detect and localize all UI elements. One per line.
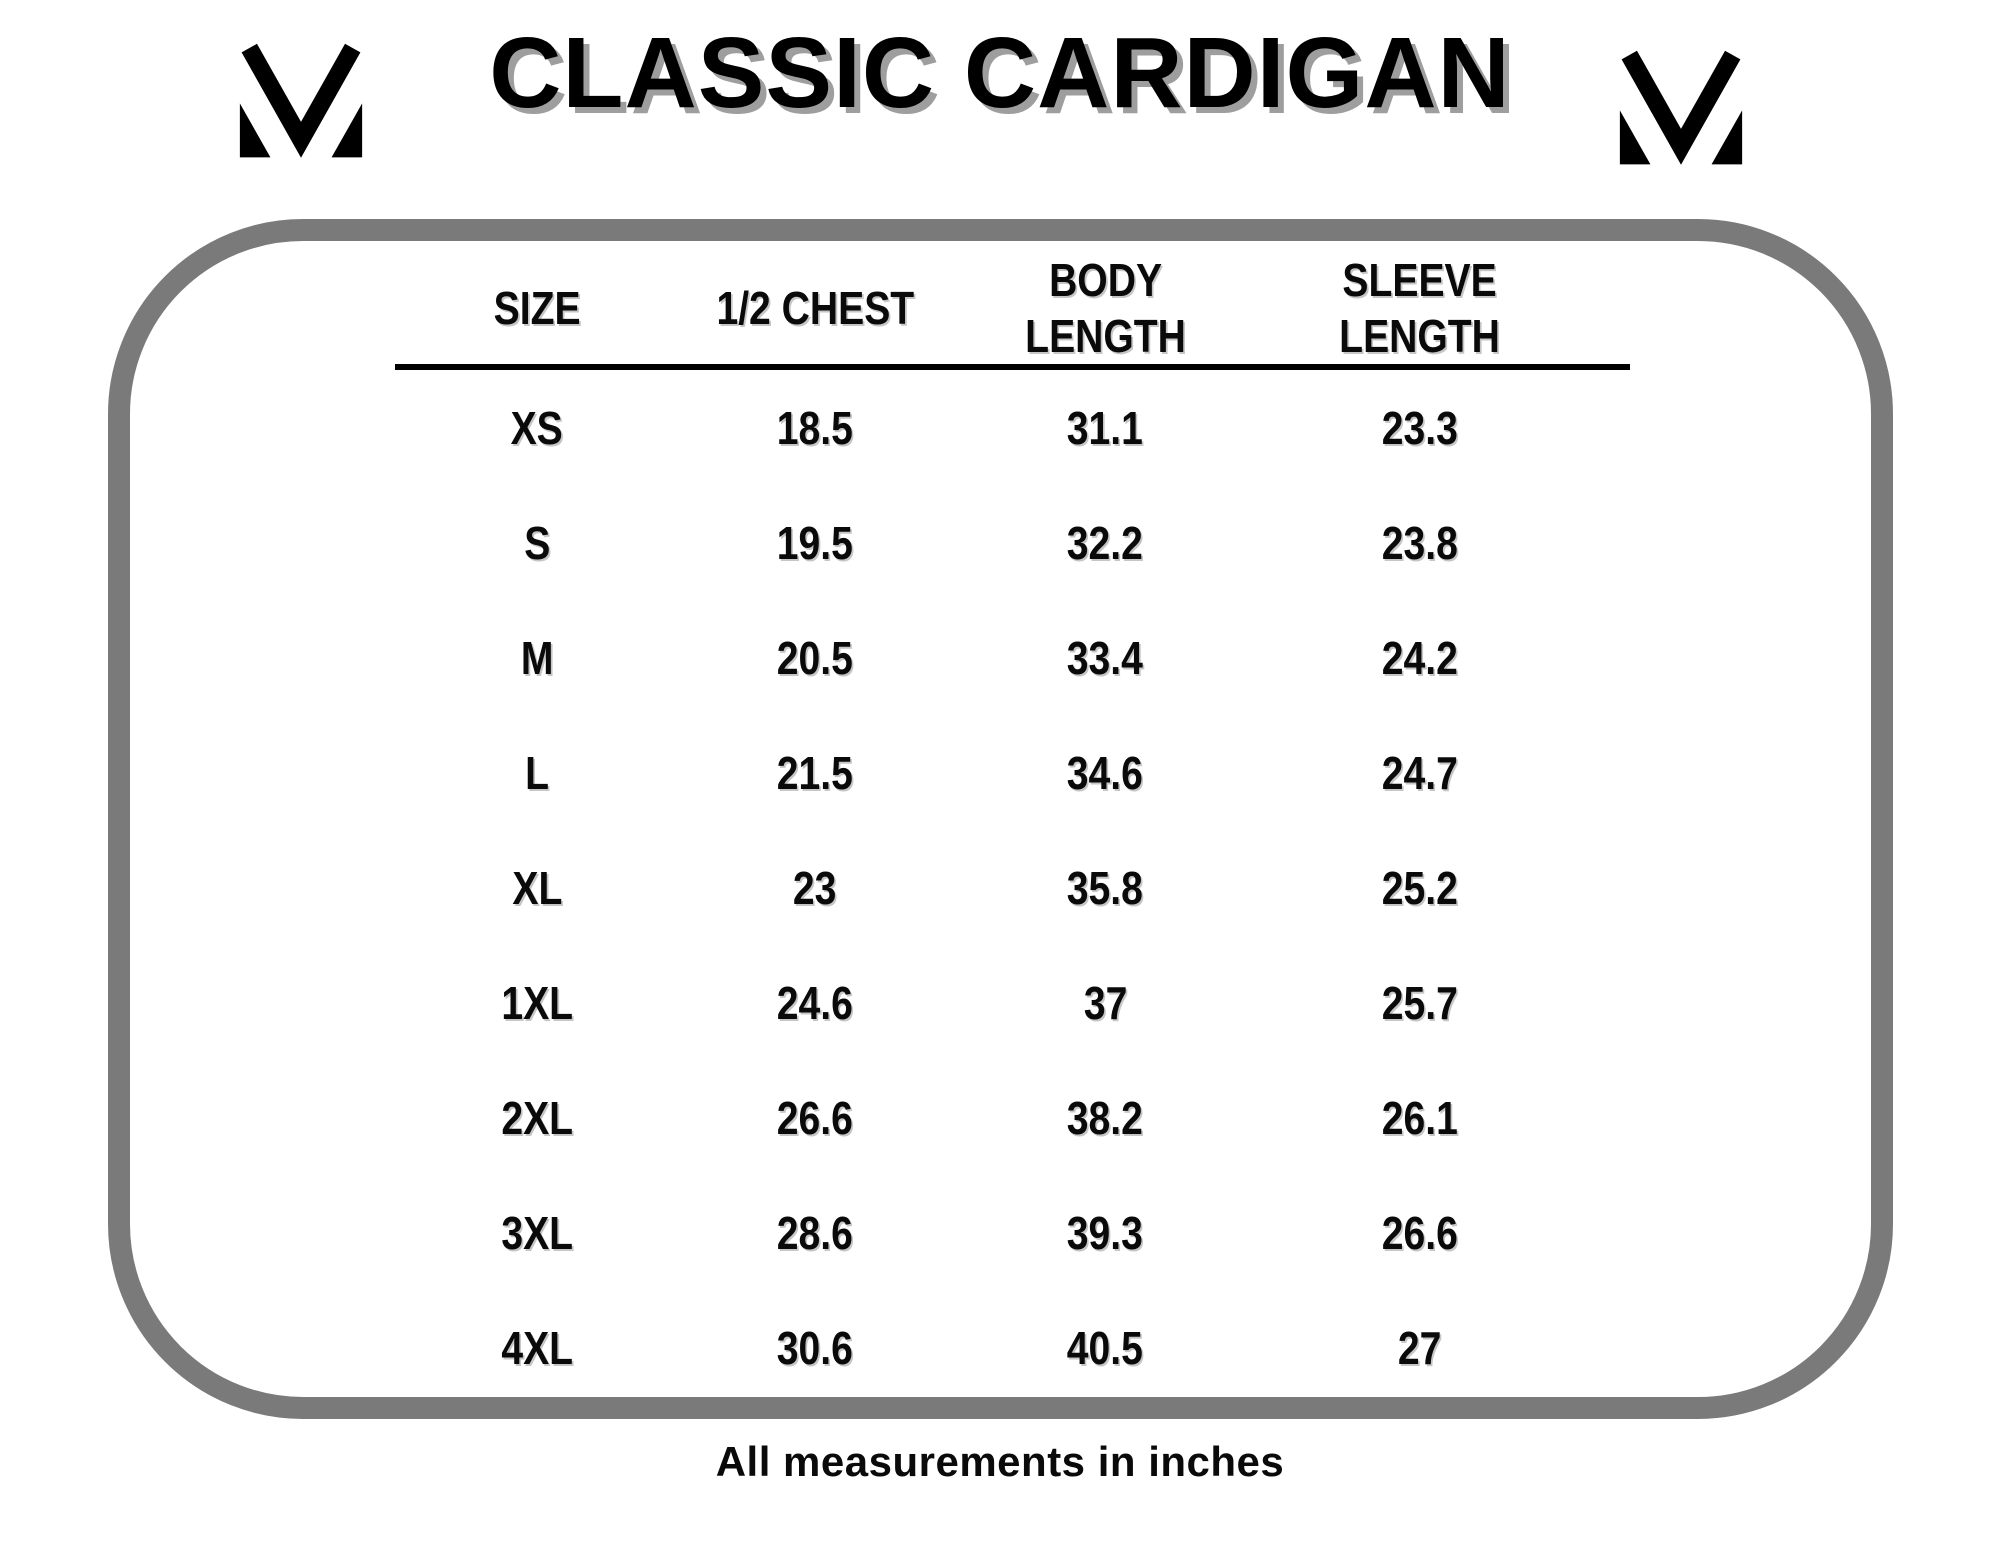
- cell-body-length: 37: [1083, 976, 1127, 1029]
- cell-sleeve-length: 27: [1398, 1321, 1442, 1374]
- table-row: [395, 830, 1630, 945]
- table-row: [395, 715, 1630, 830]
- cell-body-length: 34.6: [1067, 746, 1144, 799]
- cell-size: M: [520, 631, 554, 684]
- cell-body-length: 32.2: [1067, 516, 1144, 569]
- cell-half-chest: 24.6: [776, 976, 853, 1029]
- cell-body-length: 39.3: [1067, 1206, 1144, 1259]
- page-title: CLASSIC CARDIGAN: [489, 17, 1511, 129]
- cell-half-chest: 30.6: [776, 1321, 853, 1374]
- cell-half-chest: 23: [793, 861, 837, 914]
- cell-half-chest: 26.6: [776, 1091, 853, 1144]
- table-row: [395, 945, 1630, 1060]
- column-header-half-chest: 1/2 CHEST: [716, 282, 914, 335]
- cell-body-length: 40.5: [1067, 1321, 1144, 1374]
- cell-sleeve-length: 24.2: [1381, 631, 1459, 684]
- cell-size: 4XL: [501, 1321, 573, 1374]
- brand-monogram-icon: [1614, 48, 1748, 168]
- cell-sleeve-length: 23.8: [1381, 516, 1459, 569]
- cell-size: XL: [512, 861, 562, 914]
- cell-half-chest: 18.5: [776, 401, 853, 454]
- cell-sleeve-length: 26.1: [1381, 1091, 1459, 1144]
- size-chart-table: [395, 252, 1630, 1405]
- cell-size: S: [523, 516, 551, 569]
- cell-body-length: 35.8: [1067, 861, 1144, 914]
- cell-sleeve-length: 25.2: [1381, 861, 1459, 914]
- cell-half-chest: 28.6: [776, 1206, 853, 1259]
- column-header-body-length: BODY LENGTH: [1024, 254, 1186, 363]
- cell-sleeve-length: 26.6: [1381, 1206, 1459, 1259]
- cell-half-chest: 20.5: [776, 631, 853, 684]
- cell-size: L: [525, 746, 549, 799]
- column-header-sleeve-length: SLEEVE LENGTH: [1339, 254, 1501, 363]
- cell-sleeve-length: 23.3: [1381, 401, 1459, 454]
- cell-half-chest: 19.5: [776, 516, 853, 569]
- table-row: [395, 1175, 1630, 1290]
- cell-sleeve-length: 24.7: [1381, 746, 1459, 799]
- table-row: [395, 1290, 1630, 1405]
- units-note: All measurements in inches: [715, 1438, 1285, 1485]
- cell-size: 1XL: [501, 976, 573, 1029]
- table-header-row: [395, 252, 1630, 364]
- column-header-size: SIZE: [493, 282, 581, 335]
- table-row: [395, 600, 1630, 715]
- cell-size: 2XL: [501, 1091, 573, 1144]
- cell-body-length: 31.1: [1067, 401, 1144, 454]
- cell-body-length: 38.2: [1067, 1091, 1144, 1144]
- table-row: [395, 1060, 1630, 1175]
- cell-half-chest: 21.5: [776, 746, 853, 799]
- table-row: [395, 485, 1630, 600]
- cell-size: 3XL: [501, 1206, 573, 1259]
- table-row: [395, 370, 1630, 485]
- cell-sleeve-length: 25.7: [1381, 976, 1459, 1029]
- cell-size: XS: [510, 401, 564, 454]
- cell-body-length: 33.4: [1067, 631, 1144, 684]
